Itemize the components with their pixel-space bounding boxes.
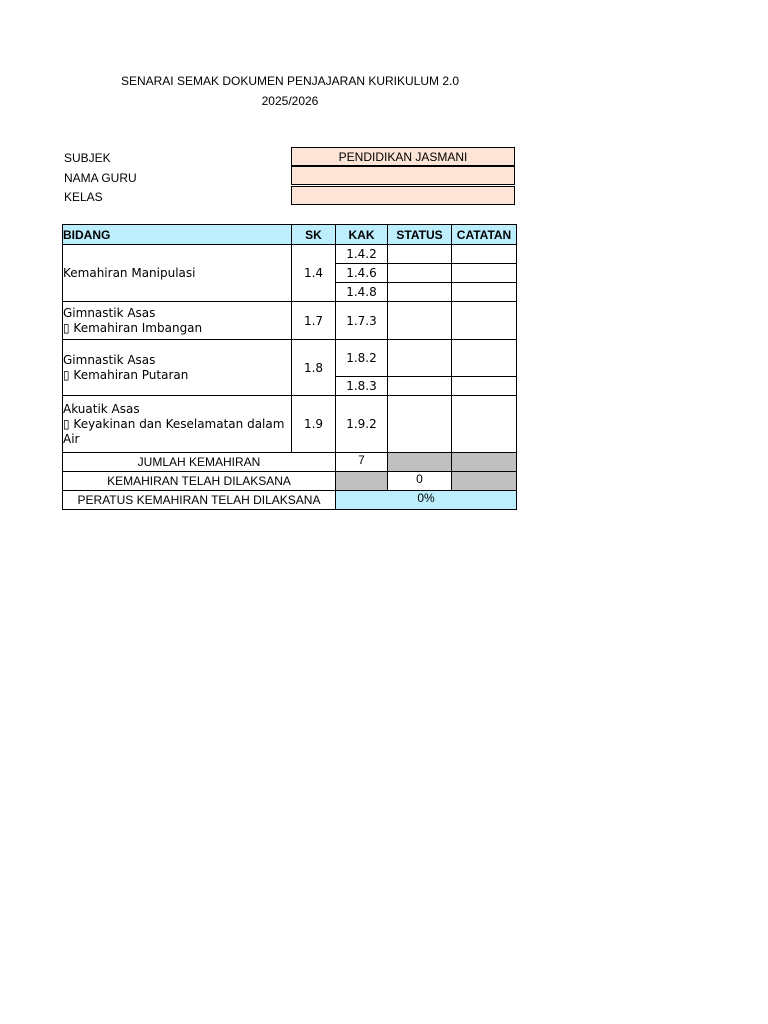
catatan-cell[interactable] xyxy=(452,396,517,453)
status-cell[interactable] xyxy=(388,264,452,283)
summary-row-peratus xyxy=(63,491,517,510)
jumlah-label: JUMLAH KEMAHIRAN xyxy=(63,453,336,472)
document-title: SENARAI SEMAK DOKUMEN PENJAJARAN KURIKULUM 2.0 xyxy=(120,74,460,88)
grey-cell xyxy=(452,472,517,491)
status-cell[interactable] xyxy=(388,340,452,377)
bidang-cell: Kemahiran Manipulasi xyxy=(63,245,292,302)
jumlah-value: 7 xyxy=(336,453,388,472)
peratus-value: 0% xyxy=(336,491,517,510)
table-row xyxy=(63,396,517,453)
bidang-cell xyxy=(63,302,292,340)
kak-cell: 1.7.3 xyxy=(336,302,388,340)
kak-cell: 1.4.2 xyxy=(336,245,388,264)
kak-cell: 1.4.6 xyxy=(336,264,388,283)
status-cell[interactable] xyxy=(388,283,452,302)
nama-guru-label: NAMA GURU xyxy=(64,171,137,185)
kak-cell: 1.8.2 xyxy=(336,340,388,377)
bidang-cell xyxy=(63,396,292,453)
summary-row-telah xyxy=(63,472,517,491)
grey-cell xyxy=(388,453,452,472)
table-row xyxy=(63,302,517,340)
table-header-row xyxy=(63,225,517,245)
bidang-line1: Gimnastik Asas xyxy=(63,305,156,320)
header-status: STATUS xyxy=(388,225,452,245)
catatan-cell[interactable] xyxy=(452,245,517,264)
summary-row-jumlah xyxy=(63,453,517,472)
subjek-label: SUBJEK xyxy=(64,151,111,165)
catatan-cell[interactable] xyxy=(452,340,517,377)
kelas-label: KELAS xyxy=(64,190,103,204)
telah-label: KEMAHIRAN TELAH DILAKSANA xyxy=(63,472,336,491)
subjek-field[interactable]: PENDIDIKAN JASMANI xyxy=(291,147,515,166)
status-cell[interactable] xyxy=(388,396,452,453)
kak-cell: 1.4.8 xyxy=(336,283,388,302)
kak-cell: 1.9.2 xyxy=(336,396,388,453)
kak-cell: 1.8.3 xyxy=(336,377,388,396)
document-year: 2025/2026 xyxy=(261,94,319,108)
bidang-line1: Gimnastik Asas xyxy=(63,352,156,367)
catatan-cell[interactable] xyxy=(452,377,517,396)
sk-cell: 1.9 xyxy=(292,396,336,453)
catatan-cell[interactable] xyxy=(452,264,517,283)
header-kak: KAK xyxy=(336,225,388,245)
bidang-line2: ▯ Kemahiran Putaran xyxy=(63,367,189,382)
bidang-line2: ▯ Kemahiran Imbangan xyxy=(63,320,203,335)
table-row xyxy=(63,245,517,264)
telah-value: 0 xyxy=(388,472,452,491)
checklist-table xyxy=(62,224,517,510)
status-cell[interactable] xyxy=(388,302,452,340)
sk-cell: 1.7 xyxy=(292,302,336,340)
grey-cell xyxy=(336,472,388,491)
status-cell[interactable] xyxy=(388,377,452,396)
status-cell[interactable] xyxy=(388,245,452,264)
sk-cell: 1.8 xyxy=(292,340,336,396)
table-row xyxy=(63,340,517,377)
sk-cell: 1.4 xyxy=(292,245,336,302)
catatan-cell[interactable] xyxy=(452,283,517,302)
catatan-cell[interactable] xyxy=(452,302,517,340)
bidang-line2: ▯ Keyakinan dan Keselamatan dalam Air xyxy=(63,416,285,446)
header-sk: SK xyxy=(292,225,336,245)
bidang-cell xyxy=(63,340,292,396)
peratus-label: PERATUS KEMAHIRAN TELAH DILAKSANA xyxy=(63,491,336,510)
bidang-line1: Akuatik Asas xyxy=(63,401,140,416)
kelas-field[interactable] xyxy=(291,186,515,205)
header-bidang: BIDANG xyxy=(63,225,292,245)
grey-cell xyxy=(452,453,517,472)
header-catatan: CATATAN xyxy=(452,225,517,245)
nama-guru-field[interactable] xyxy=(291,166,515,185)
